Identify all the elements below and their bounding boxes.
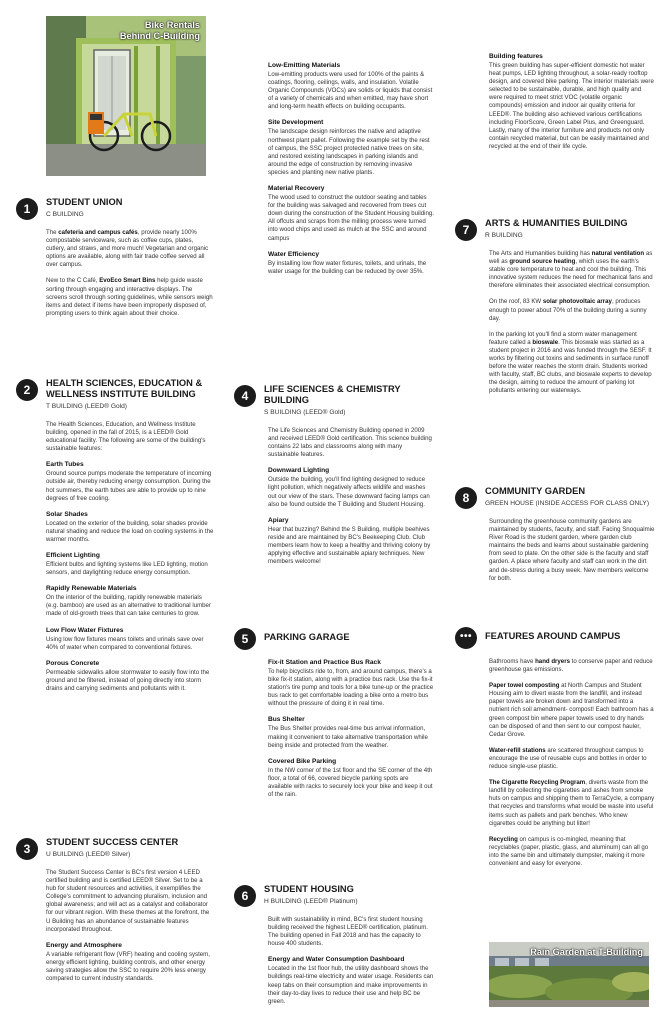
feature-heading: Bus Shelter [268,716,305,724]
section-number-badge: 2 [16,379,38,401]
feature-text: A variable refrigerant flow (VRF) heating and cooling system, energy efficient lighting, building controls, and other energy saving strategies allow the SSC to require 20% less energy compared to current industry standards. [46,950,210,983]
section-arts-humanities [455,218,655,404]
section-title: COMMUNITY GARDEN [485,486,586,496]
section-title: HEALTH SCIENCES, EDUCATION & WELLNESS INSTITUTE BUILDING [46,378,203,399]
feature-heading: Site Development [268,119,324,127]
bike-rentals-photo [46,16,206,176]
feature-heading: Low-Emitting Materials [268,62,341,69]
section-subtitle: U BUILDING (LEED® Silver) [46,851,131,858]
section-number-badge: 8 [455,487,477,509]
column-right [455,0,655,1024]
feature-heading: Fix-it Station and Practice Bus Rack [268,659,381,666]
feature-text: Located on the exterior of the building, solar shades provide natural shading and reduce the load on cooling systems in the warmer months. [46,519,214,543]
section-community-garden [455,486,655,591]
section-ssc-continued [234,14,434,284]
section-number-badge: 7 [455,219,477,241]
feature-text: Ground source pumps moderate the temperature of incoming outside air, thereby reducing energy consumption. During the hot summers, the earth tubes are able to provide up to nine degrees of free cooling. [46,470,212,502]
section-number-badge: 1 [16,198,38,220]
section-parking-garage [234,627,434,807]
section-number-badge: 4 [234,385,256,407]
feature-text: In the NW corner of the 1st floor and the SE corner of the 4th floor, a total of 66, covered bicycle parking spots are available with racks to securely lock your bike and keep it out of the rain. [268,766,433,799]
section-subtitle: H BUILDING (LEED® Platinum) [264,898,358,905]
feature-text: The Bus Shelter provides real-time bus arrival information, making it convenient to take alternative transportation while being inside and protected from the weather. [268,725,428,749]
more-dots-badge: ••• [455,627,477,649]
feature-text: This green building has super-efficient domestic hot water heat pumps, LED lighting throughout, a solar-ready rooftop design, and covered bike parking. The interior materials were selected to be sustainable, durable, and high quality and were required to meet strict VOC (volatile organic compounds) emission and indoor air quality criteria for LEED®. The building also achieved various certifications including FloorScore, Green Label Plus, and Greenguard. Lastly, many of the interior furniture and products not only contain recycled material, but can be easily maintained and recycled at the end of their life cycle. [489,62,654,150]
feature-heading: Solar Shades [46,510,88,518]
feature-text: The wood used to construct the outdoor seating and tables for the building was salvaged and recovered from trees cut down during the construction of the Student Housing building. All offcuts and scraps from the milling process were turned into wood chips and used as mulch at the SSC and around campus [268,194,434,242]
section-intro: The Health Sciences, Education, and Wellness Institute building, opened in the fall of 2015, is a LEED® Gold educational facility. The following are some of the building's sustainable features: [46,421,206,453]
section-intro: Built with sustainability in mind, BC's first student housing building received the highest LEED® certification, platinum. The building opened in Fall 2018 and has the capacity to house 400 students. [268,916,428,948]
feature-text: The landscape design reinforces the native and adaptive northwest plant pallet. Following the example set by the rest of campus, the SSC project protected native trees on site, and restored existing landscapes in parking islands and around the edge of construction by removing invasive species and planting new native plants. [268,128,430,176]
section-student-success-center [16,837,214,991]
paragraph: Water-refill stations are scattered throughout campus to encourage the use of reusable cups and bottles in order to reduce single-use plastic. [489,746,647,771]
feature-text: Located in the 1st floor hub, the utility dashboard shows the buildings real-time electricity and water usage. Residents can keep tabs on their consumption and make improvements in their day-to-day lives to reduce their use and help BC be green. [268,965,434,1005]
feature-text: Low-emitting products were used for 100% of the paints & coatings, flooring, ceilings, walls, and insulation. Volatile Organic Compounds (VOCs) are solids or liquids that consist of a variety of chemicals and when emitted, may have short and long-term health effects on building occupants. [268,71,433,111]
feature-heading: Covered Bike Parking [268,757,337,765]
rain-garden-caption: Rain Garden at T-Building [530,947,643,957]
feature-heading: Energy and Atmosphere [46,941,122,949]
section-title: STUDENT HOUSING [264,884,354,894]
paragraph: Bathrooms have hand dryers to conserve paper and reduce greenhouse gas emissions. [489,658,653,674]
section-subtitle: T BUILDING (LEED® Gold) [46,403,127,410]
section-subtitle: S BUILDING (LEED® Gold) [264,409,346,416]
caption-line-2: Behind C-Building [119,31,200,41]
section-student-union [16,197,214,326]
section-subtitle: C BUILDING [46,211,84,218]
feature-text: Outside the building, you'll find lighting designed to reduce light pollution, which negatively affects wildlife and washes out our view of the stars. These downward facing lamps can also be found outside the T Building and Student Housing. [268,476,430,508]
section-housing-continued [455,0,655,159]
section-health-sciences [16,378,214,701]
column-middle [234,0,434,1024]
section-subtitle: GREEN HOUSE (INSIDE ACCESS FOR CLASS ONLY) [485,500,650,507]
section-features-around-campus [455,626,655,876]
feature-heading: Building features [489,53,543,60]
column-left [16,0,214,1024]
feature-text: Hear that buzzing? Behind the S Building, multiple beehives reside and are maintained by BC's Beekeeping Club. Club members learn how to keep a healthy and thriving colony by applying effective and sustainable apiary techniques. New members welcome! [268,525,431,566]
section-student-housing [234,884,434,1014]
feature-heading: Efficient Lighting [46,552,100,560]
section-title: STUDENT SUCCESS CENTER [46,837,179,847]
paragraph: New to the C Café, EvoEco Smart Bins help guide waste sorting through engaging and interactive displays. The screens scroll through sorting guidelines, while sensors weigh items and detect if items have been improperly disposed of, prompting users to think again about their choice. [46,277,213,317]
feature-heading: Material Recovery [268,185,325,193]
feature-heading: Earth Tubes [46,461,84,469]
feature-text: Using low flow fixtures means toilets and urinals save over 40% of water when compared to conventional fixtures. [46,635,204,651]
section-number-badge: 6 [234,885,256,907]
section-number-badge: 3 [16,838,38,860]
section-title: STUDENT UNION [46,197,123,207]
section-title: FEATURES AROUND CAMPUS [485,631,621,641]
section-number-badge: 5 [234,628,256,650]
rain-garden-photo [489,942,649,1007]
paragraph: The Cigarette Recycling Program, diverts waste from the landfill by collecting the cigarettes and ashes from smoke huts on campus and shipping them to TerraCycle, a company that recycles and transforms what would be waste into useful items such as pallets and park benches. Who knew cigarettes could be anything but litter! [489,779,655,827]
section-intro: The Student Success Center is BC's first version 4 LEED certified building and is certified LEED® Silver. Set to be a hub for student resources and activities, it exemplifies the College's commitment to advancing pluralism, inclusion and global awareness; and will act as a catalyst and collaborator for our vibrant region. With these themes at the forefront, the U Building has an abundance of sustainable features incorporated throughout. [46,869,210,933]
feature-heading: Rapidly Renewable Materials [46,585,137,593]
section-text: Surrounding the greenhouse community gardens are maintained by students, faculty, and staff. Facing Snoqualmie River Road is the student garden, where garden club maintains the beds and learns about sustainable gardening from seed to plate. On the other side is the faculty and staff garden. A place where faculty and staff can work in the dirt and de-stress during a busy week. New members welcome for both. [489,518,655,582]
section-title: PARKING GARAGE [264,632,350,642]
feature-heading: Apiary [268,516,289,524]
section-intro: The Life Sciences and Chemistry Building opened in 2009 and received LEED® Gold certification. This science building contains 22 labs and classrooms along with many sustainable features. [268,427,432,459]
section-subtitle: R BUILDING [485,232,523,239]
paragraph: In the parking lot you'll find a storm water management feature called a bioswale. This bioswale was started as a student project in 2016 and was funded through the SESF. It works by filtering out toxins and sediments in surface runoff before the water reaches the storm drain. Students worked with faculty, staff, BC clubs, and bioswale experts to develop the design, aiming to reduce the amount of parking lot pollutants entering our waterways. [489,330,652,395]
section-life-sciences [234,384,434,574]
paragraph: The Arts and Humanities building has natural ventilation as well as ground source heating, which uses the earth's stable core temperature to heat and cool the building. This innovative system reduces the need for mechanical fans and therefore eliminates their associated electrical consumption. [489,250,653,290]
feature-text: By installing low flow water fixtures, toilets, and urinals, the water usage for the building can be reduced by over 35%. [268,259,427,275]
section-title: ARTS & HUMANITIES BUILDING [485,218,628,228]
section-title: LIFE SCIENCES & CHEMISTRY BUILDING [264,384,401,405]
feature-heading: Low Flow Water Fixtures [46,626,124,634]
paragraph: On the roof, 83 KW solar photovoltaic array, produces enough to power about 70% of the building during a sunny day. [489,298,647,322]
bike-rentals-caption [120,20,200,42]
feature-text: Permeable sidewalks allow stormwater to easily flow into the ground and be filtered, instead of going directly into storm drains and carrying sediments and pollutants with it. [46,668,210,692]
paragraph: The cafeteria and campus cafés, provide nearly 100% compostable serviceware, such as coffee cups, plates, cutlery, and straws, and more much! Vegetarian and organic options are available, along with fair trade coffee served all over campus. [46,229,209,269]
paragraph: Paper towel composting at North Campus and Student Housing aim to divert waste from the landfill, and instead paper towels are broken down and transformed into a nutrient rich soil amendment- compost! Each bathroom has a green compost bin where paper towels used to dry hands can be disposed of and then sent to our compost hauler, Cedar Grove. [489,682,654,738]
feature-heading: Porous Concrete [46,659,100,667]
paragraph: Recycling on campus is co-mingled, meaning that recyclables (paper, plastic, glass, and aluminum) can all go into the same bin and ultimately dumpster, making it more convenient and easy for everyone. [489,835,649,867]
feature-text: On the interior of the building, rapidly renewable materials (e.g. bamboo) are used as an alternative to traditional lumber made of old-growth trees that can take centuries to grow. [46,594,211,618]
feature-text: To help bicyclists ride to, from, and around campus, there's a bike fix-it station, along with a practice bus rack. Use the fix-it station's tire pump and tools for a bike tune-up or the practice bus rack to get comfortable loading a bike onto a metro bus without the pressure of doing it in real time. [268,668,434,708]
feature-text: Efficient bulbs and lighting systems like LED lighting, motion sensors, and daylighting reduce energy consumption. [46,561,208,577]
feature-heading: Water Efficiency [268,250,320,258]
feature-heading: Downward Lighting [268,467,330,475]
caption-line-1: Bike Rentals [144,20,200,30]
feature-heading: Energy and Water Consumption Dashboard [268,956,405,964]
